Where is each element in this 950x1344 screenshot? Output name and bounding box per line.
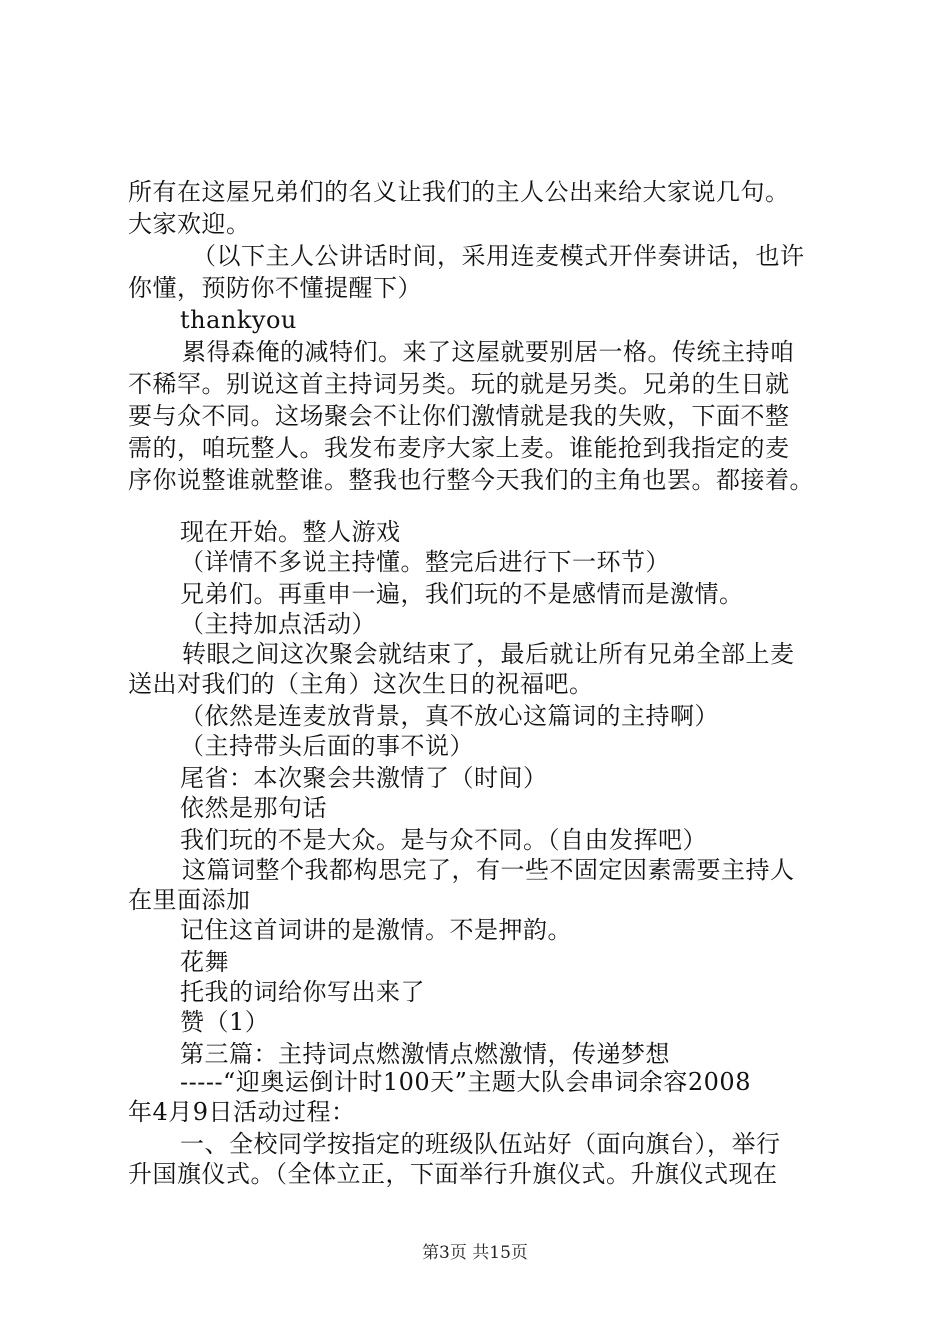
text-line: thankyou <box>180 306 297 334</box>
text-line: 在里面添加 <box>128 886 251 914</box>
text-line: 依然是那句话 <box>180 794 327 822</box>
text-line: （详情不多说主持懂。整完后进行下一环节） <box>180 548 670 576</box>
text-line: （主持加点活动） <box>180 610 376 638</box>
text-line: 兄弟们。再重申一遍，我们玩的不是感情而是激情。 <box>180 580 744 608</box>
text-line: 第三篇：主持词点燃激情点燃激情，传递梦想 <box>180 1040 670 1068</box>
text-line: 要与众不同。这场聚会不让你们激情就是我的失败，下面不整 <box>128 402 790 430</box>
text-line: 送出对我们的（主角）这次生日的祝福吧。 <box>128 670 594 698</box>
text-line: 这篇词整个我都构思完了，有一些不固定因素需要主持人 <box>182 856 795 884</box>
text-line: 花舞 <box>180 948 229 976</box>
text-line: 尾省：本次聚会共激情了（时间） <box>180 764 548 792</box>
text-line: 年4月9日活动过程： <box>128 1098 356 1126</box>
page-number-footer: 第3页 共15页 <box>422 1243 528 1263</box>
text-line: （主持带头后面的事不说） <box>180 732 474 760</box>
text-line: 升国旗仪式。（全体立正，下面举行升旗仪式。升旗仪式现在 <box>128 1160 778 1188</box>
text-line: （以下主人公讲话时间，采用连麦模式开伴奏讲话，也许 <box>192 242 805 270</box>
text-line: 记住这首词讲的是激情。不是押韵。 <box>180 916 572 944</box>
text-line: 一、全校同学按指定的班级队伍站好（面向旗台），举行 <box>180 1130 781 1158</box>
text-line: 赞（1） <box>180 1008 270 1036</box>
text-line: 所有在这屋兄弟们的名义让我们的主人公出来给大家说几句。 <box>128 178 790 206</box>
text-line: 序你说整谁就整谁。整我也行整今天我们的主角也罢。都接着。 <box>128 466 814 494</box>
text-line: 需的，咱玩整人。我发布麦序大家上麦。谁能抢到我指定的麦 <box>128 434 790 462</box>
text-line: 托我的词给你写出来了 <box>180 978 425 1006</box>
text-line: 现在开始。整人游戏 <box>180 518 401 546</box>
text-line: 不稀罕。别说这首主持词另类。玩的就是另类。兄弟的生日就 <box>128 370 790 398</box>
text-line: 累得森俺的减特们。来了这屋就要别居一格。传统主持咱 <box>182 338 795 366</box>
text-line: -----“迎奥运倒计时100天”主题大队会串词余容2008 <box>180 1068 751 1096</box>
text-line: 我们玩的不是大众。是与众不同。（自由发挥吧） <box>180 826 707 854</box>
text-line: 转眼之间这次聚会就结束了，最后就让所有兄弟全部上麦 <box>182 640 795 668</box>
text-line: （依然是连麦放背景，真不放心这篇词的主持啊） <box>180 702 719 730</box>
text-line: 你懂，预防你不懂提醒下） <box>128 274 422 302</box>
text-line: 大家欢迎。 <box>128 210 251 238</box>
